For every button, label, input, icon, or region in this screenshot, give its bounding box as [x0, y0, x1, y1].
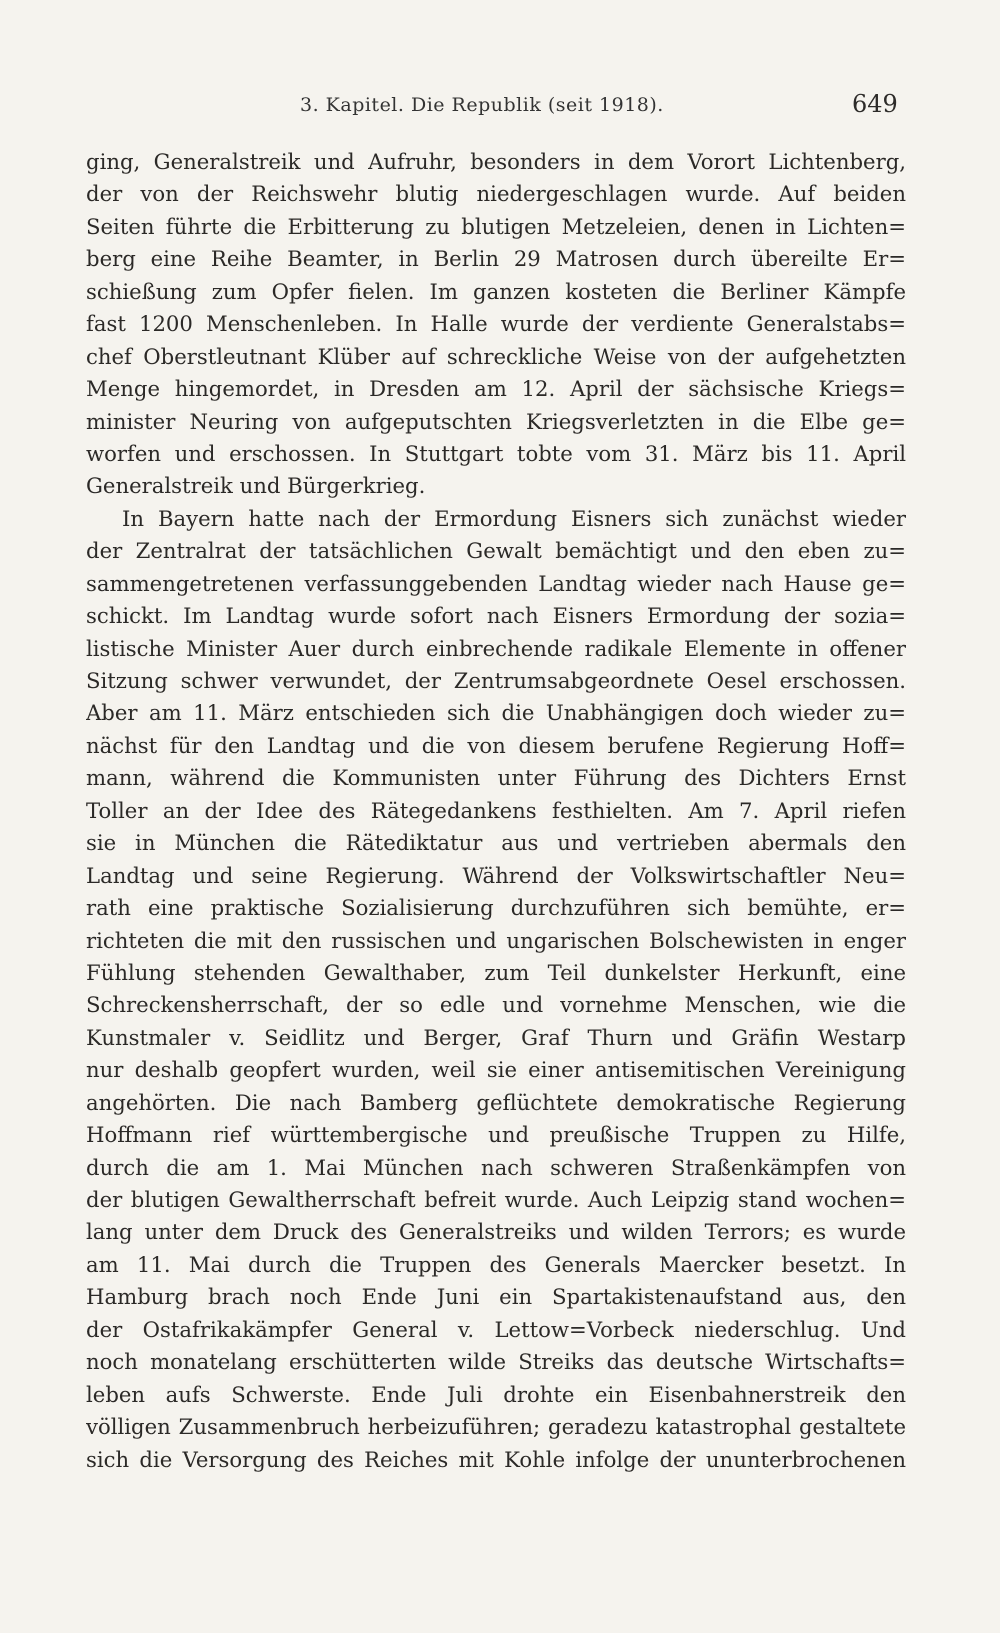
text-line: lang unter dem Druck des Generalstreiks und wilden Terrors; es wurde [86, 1219, 906, 1245]
text-line: der blutigen Gewaltherrschaft befreit wurde. Auch Leipzig stand wochen= [86, 1187, 906, 1212]
text-line: nächst für den Landtag und die von diesem berufene Regierung Hoff= [86, 732, 906, 758]
body-text [86, 146, 906, 1476]
text-line: der von der Reichswehr blutig niedergeschlagen wurde. Auf beiden [86, 181, 906, 207]
text-line: Landtag und seine Regierung. Während der Volkswirtschaftler Neu= [86, 862, 906, 888]
text-line: nur deshalb geopfert wurden, weil sie einer antisemitischen Vereinigung [86, 1057, 906, 1083]
text-line: Generalstreik und Bürgerkrieg. [86, 473, 426, 499]
text-line: angehörten. Die nach Bamberg geflüchtete demokratische Regierung [86, 1089, 906, 1115]
text-line: Menge hingemordet, in Dresden am 12. April der sächsische Kriegs= [86, 376, 906, 402]
text-line: chef Oberstleutnant Klüber auf schreckliche Weise von der aufgehetzten [86, 343, 906, 369]
text-line: listische Minister Auer durch einbrechende radikale Elemente in offener [86, 635, 906, 661]
text-line: sammengetretenen verfassunggebenden Landtag wieder nach Hause ge= [86, 570, 906, 596]
text-line: Schreckensherrschaft, der so edle und vornehme Menschen, wie die [86, 992, 906, 1018]
text-line: am 11. Mai durch die Truppen des Generals Maercker besetzt. In [86, 1251, 906, 1277]
text-line: Seiten führte die Erbitterung zu blutigen Metzeleien, denen in Lichten= [86, 213, 906, 239]
text-line: sich die Versorgung des Reiches mit Kohle infolge der ununterbrochenen [86, 1446, 906, 1472]
text-line: leben aufs Schwerste. Ende Juli drohte ein Eisenbahnerstreik den [86, 1381, 906, 1407]
running-head: 3. Kapitel. Die Republik (seit 1918). [300, 94, 664, 116]
text-line: fast 1200 Menschenleben. In Halle wurde der verdiente Generalstabs= [86, 311, 906, 337]
text-line: Hamburg brach noch Ende Juni ein Spartakistenaufstand aus, den [86, 1284, 906, 1310]
text-line: der Zentralrat der tatsächlichen Gewalt bemächtigt und den eben zu= [86, 538, 906, 564]
text-line: völligen Zusammenbruch herbeizuführen; geradezu katastrophal gestaltete [86, 1414, 906, 1440]
text-line: Aber am 11. März entschieden sich die Unabhängigen doch wieder zu= [86, 700, 906, 726]
text-line: Sitzung schwer verwundet, der Zentrumsabgeordnete Oesel erschossen. [86, 668, 906, 693]
text-line: minister Neuring von aufgeputschten Kriegsverletzten in die Elbe ge= [86, 408, 906, 434]
text-line: schießung zum Opfer fielen. Im ganzen kosteten die Berliner Kämpfe [86, 278, 906, 304]
text-line: Toller an der Idee des Rätegedankens festhielten. Am 7. April riefen [86, 797, 906, 823]
text-line: berg eine Reihe Beamter, in Berlin 29 Matrosen durch übereilte Er= [86, 246, 906, 272]
text-line: worfen und erschossen. In Stuttgart tobte vom 31. März bis 11. April [86, 440, 906, 466]
text-line: durch die am 1. Mai München nach schweren Straßenkämpfen von [86, 1154, 906, 1180]
text-line: Hoffmann rief württembergische und preußische Truppen zu Hilfe, [86, 1122, 906, 1148]
text-line: rath eine praktische Sozialisierung durchzuführen sich bemühte, er= [86, 895, 906, 921]
text-line: ging, Generalstreik und Aufruhr, besonders in dem Vorort Lichtenberg, [86, 149, 906, 174]
text-line: Fühlung stehenden Gewalthaber, zum Teil dunkelster Herkunft, eine [86, 959, 906, 985]
text-line: In Bayern hatte nach der Ermordung Eisners sich zunächst wieder [122, 505, 906, 531]
text-line: sie in München die Rätediktatur aus und vertrieben abermals den [86, 830, 906, 856]
text-line: noch monatelang erschütterten wilde Streiks das deutsche Wirtschafts= [86, 1349, 906, 1375]
text-line: Kunstmaler v. Seidlitz und Berger, Graf Thurn und Gräfin Westarp [86, 1024, 906, 1050]
text-line: der Ostafrikakämpfer General v. Lettow=Vorbeck niederschlug. Und [86, 1316, 906, 1342]
page-number: 649 [852, 90, 898, 118]
text-line: schickt. Im Landtag wurde sofort nach Eisners Ermordung der sozia= [86, 603, 906, 629]
text-line: richteten die mit den russischen und ungarischen Bolschewisten in enger [86, 927, 906, 953]
text-line: mann, während die Kommunisten unter Führung des Dichters Ernst [86, 765, 906, 791]
